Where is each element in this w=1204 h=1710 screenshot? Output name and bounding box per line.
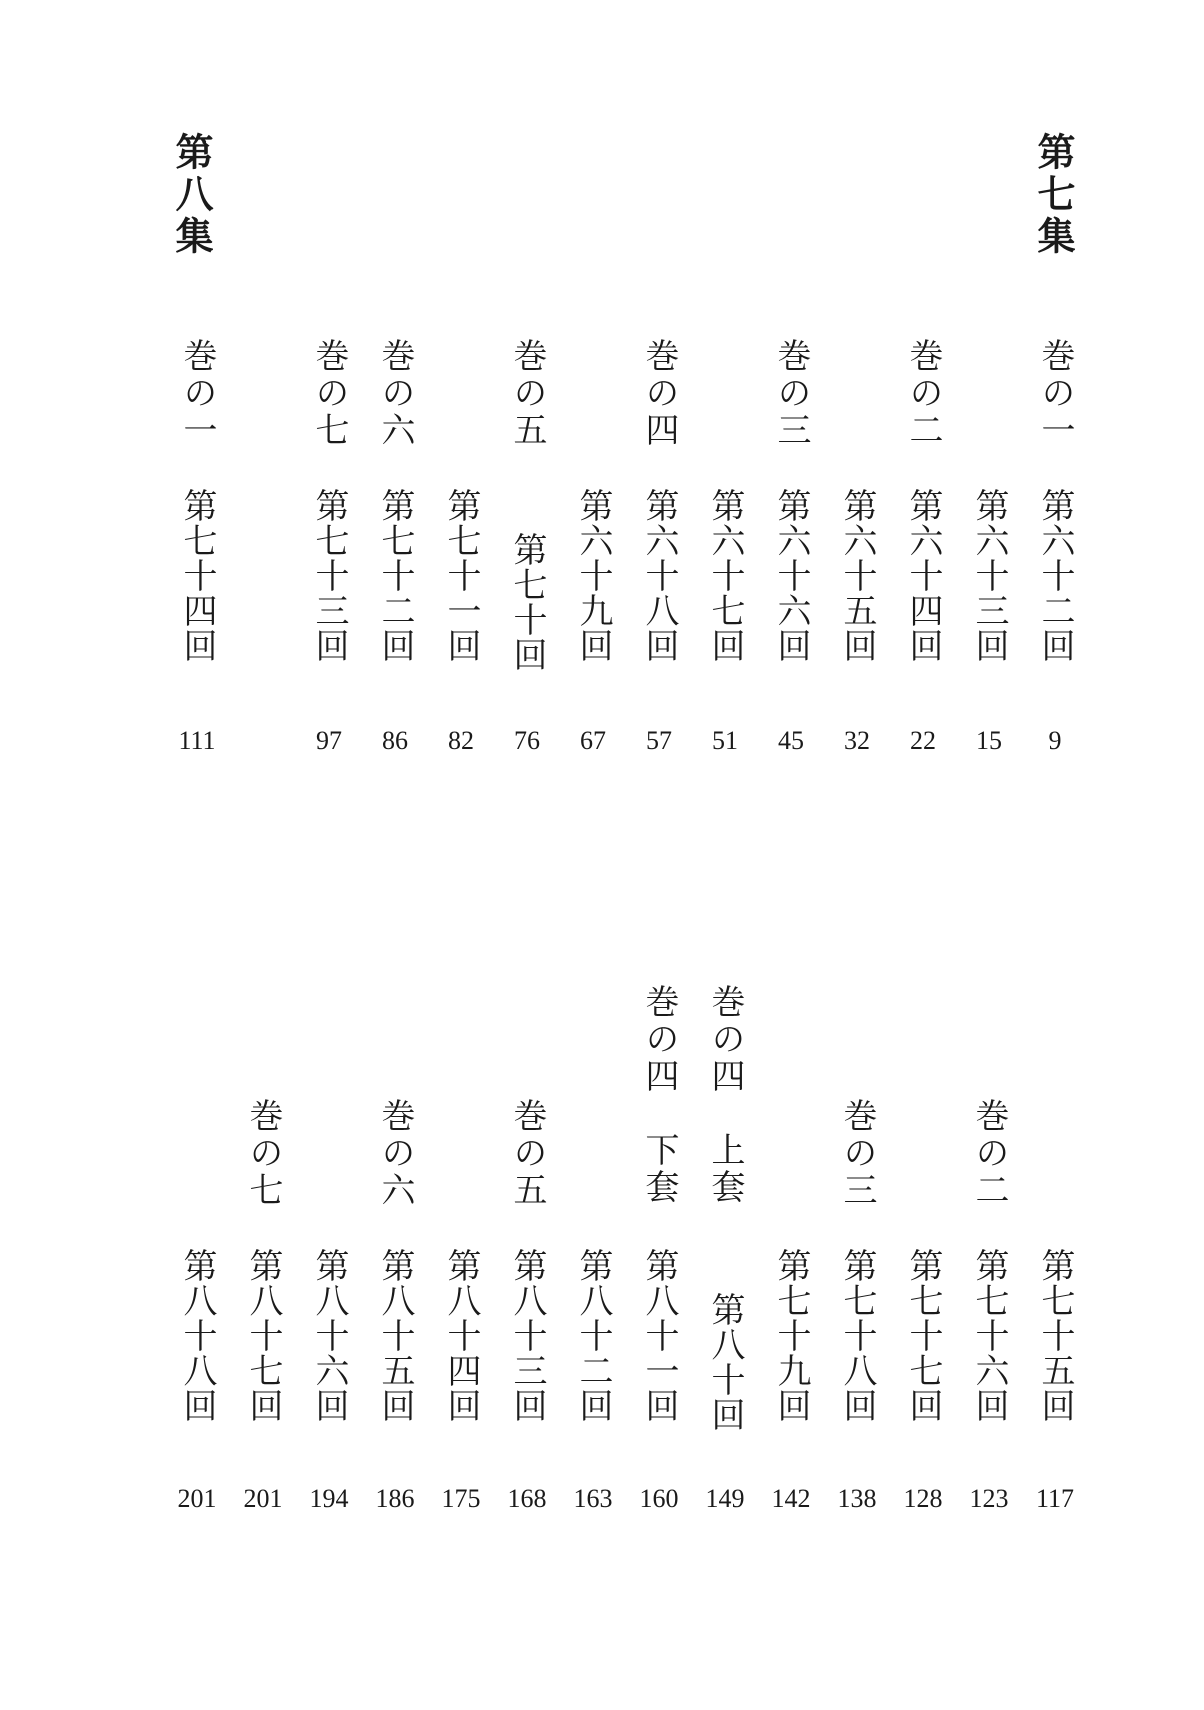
- kai-label: 第七十七回: [903, 1248, 943, 1423]
- page-number: 117: [1035, 1484, 1075, 1513]
- kai-label: 第六十三回: [969, 488, 1009, 663]
- maki-label: 巻の三: [837, 1098, 877, 1209]
- page-number: 86: [382, 726, 408, 755]
- kai-label: 第六十九回: [573, 488, 613, 663]
- kai-label: 第七十二回: [375, 488, 415, 663]
- page-number: 128: [903, 1484, 943, 1513]
- page-number: 82: [448, 726, 474, 755]
- kai-label: 第七十三回: [309, 488, 349, 663]
- kai-label: 第八十五回: [375, 1248, 415, 1423]
- kai-label: 第六十八回: [639, 488, 679, 663]
- page-number: 201: [243, 1484, 283, 1513]
- page-number: 45: [778, 726, 804, 755]
- page-number: 15: [976, 726, 1002, 755]
- kai-label: 第八十二回: [573, 1248, 613, 1423]
- maki-label: 巻の七: [243, 1098, 283, 1209]
- page-number: 175: [441, 1484, 481, 1513]
- kai-label: 第六十四回: [903, 488, 943, 663]
- volume-title-7: 第七集: [1031, 132, 1076, 258]
- page-number: 97: [316, 726, 342, 755]
- page-number: 138: [837, 1484, 877, 1513]
- page-number: 67: [580, 726, 606, 755]
- kai-label: 第六十二回: [1035, 488, 1075, 663]
- kai-label: 第七十一回: [441, 488, 481, 663]
- page-number: 149: [705, 1484, 745, 1513]
- kai-label: 第八十六回: [309, 1248, 349, 1423]
- kai-label: 第六十五回: [837, 488, 877, 663]
- maki-label: 巻の四 下套: [639, 984, 679, 1206]
- kai-label: 第七十八回: [837, 1248, 877, 1423]
- page-number: 76: [514, 726, 540, 755]
- maki-label: 巻の三: [771, 338, 811, 449]
- maki-label: 巻の二: [903, 338, 943, 449]
- page-number: 57: [646, 726, 672, 755]
- maki-label: 巻の一: [1035, 338, 1075, 449]
- maki-label: 巻の四: [639, 338, 679, 449]
- maki-label: 巻の五: [507, 338, 547, 449]
- kai-label: 第八十八回: [177, 1248, 217, 1423]
- kai-label: 第七十五回: [1035, 1248, 1075, 1423]
- page-number: 9: [1048, 726, 1062, 755]
- maki-label: 巻の七: [309, 338, 349, 449]
- page-number: 163: [573, 1484, 613, 1513]
- volume-title-8: 第八集: [169, 132, 214, 258]
- kai-label: 第八十七回: [243, 1248, 283, 1423]
- page-number: 123: [969, 1484, 1009, 1513]
- kai-label: 第七十六回: [969, 1248, 1009, 1423]
- kai-label: 第八十三回: [507, 1248, 547, 1423]
- maki-label: 巻の二: [969, 1098, 1009, 1209]
- page-number: 32: [844, 726, 870, 755]
- kai-label: 第六十六回: [771, 488, 811, 663]
- page-number: 201: [177, 1484, 217, 1513]
- page-number: 111: [178, 726, 216, 755]
- maki-label: 巻の六: [375, 1098, 415, 1209]
- kai-label: 第七十四回: [177, 488, 217, 663]
- page-number: 194: [309, 1484, 349, 1513]
- kai-label: 第八十四回: [441, 1248, 481, 1423]
- page-number: 142: [771, 1484, 811, 1513]
- kai-label: 第七十回: [507, 532, 547, 672]
- page-number: 186: [375, 1484, 415, 1513]
- maki-label: 巻の一: [177, 338, 217, 449]
- kai-label: 第七十九回: [771, 1248, 811, 1423]
- page-number: 22: [910, 726, 936, 755]
- page-number: 160: [639, 1484, 679, 1513]
- maki-label: 巻の五: [507, 1098, 547, 1209]
- kai-label: 第八十回: [705, 1292, 745, 1432]
- kai-label: 第八十一回: [639, 1248, 679, 1423]
- maki-label: 巻の四 上套: [705, 984, 745, 1206]
- maki-label: 巻の六: [375, 338, 415, 449]
- page-number: 168: [507, 1484, 547, 1513]
- page-number: 51: [712, 726, 738, 755]
- kai-label: 第六十七回: [705, 488, 745, 663]
